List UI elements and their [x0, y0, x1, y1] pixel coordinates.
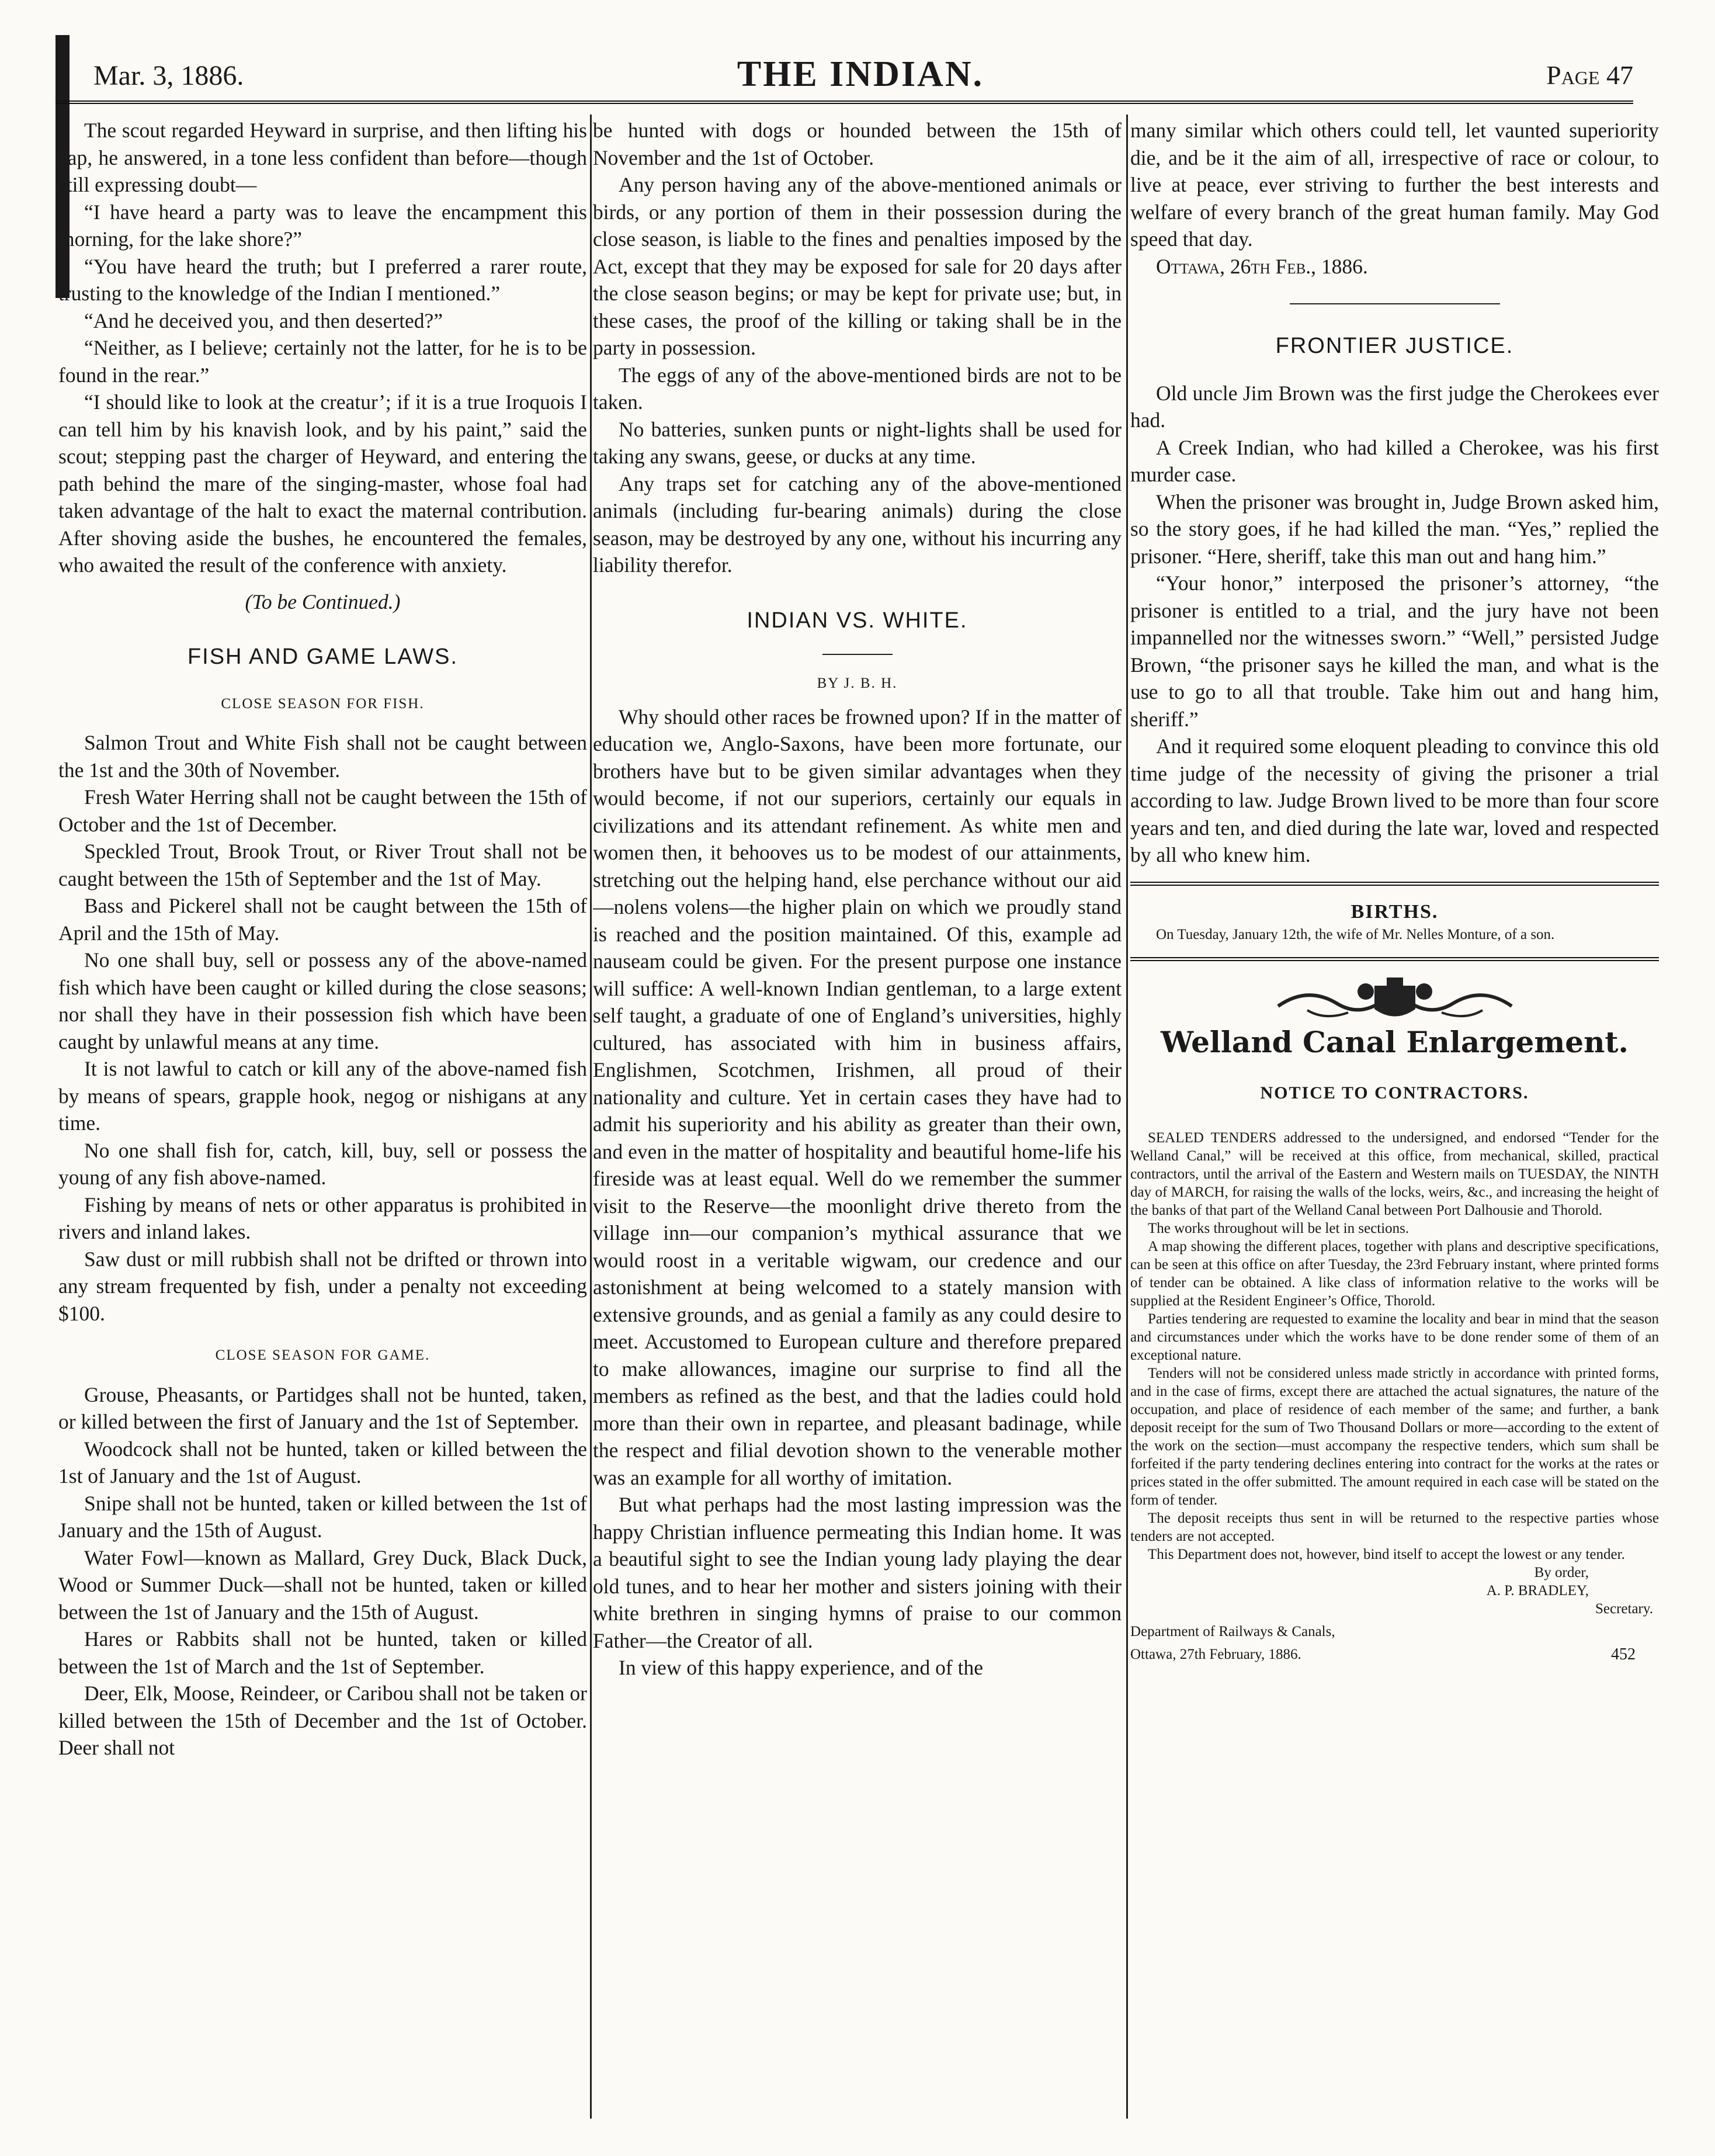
department-dateline — [1130, 1645, 1659, 1663]
newspaper-title: THE INDIAN. — [737, 54, 984, 94]
column-2 — [593, 117, 1122, 2115]
byline: BY J. B. H. — [817, 675, 898, 691]
by-order: By order, — [1534, 1565, 1589, 1580]
column-1 — [58, 117, 587, 2115]
issue-date: Mar. 3, 1886. — [93, 60, 244, 91]
advert-title: Welland Canal Enlargement. — [1161, 1025, 1629, 1059]
article-paragraph: When the prisoner was brought in, Judge Brown asked him, so the story goes, if he had killed the man. “Yes,” replied the prisoner. “Here, sheriff, take this man out and hang him.” — [1130, 490, 1659, 568]
notice-paragraph: SEALED TENDERS addressed to the undersigned, and endorsed “Tender for the Welland Canal,” will be received at this office, from mechanical, skilled, practical contractors, until the arrival of the Eastern and Western mails on TUESDAY, the NINTH day of MARCH, for raising the walls of the locks, weirs, &c., and increasing the height of the banks of that part of the Welland Canal between Port Dalhousie and Thorold. — [1130, 1130, 1659, 1218]
law-paragraph: Hares or Rabbits shall not be hunted, taken or killed between the 1st of March and the 1st of September. — [58, 1627, 587, 1678]
signatory-title: Secretary. — [1595, 1601, 1653, 1617]
serial-story — [58, 117, 587, 615]
story-paragraph: “I should like to look at the creatur’; if it is a true Iroquois I can tell him by his knavish look, and by his paint,” said the scout; stepping past the charger of Heyward, and entering the path behind the mare of the singing-master, whose foal had taken advantage of the halt to exact the maternal contribution. After shoving aside the bushes, he encountered the females, who awaited the result of the conference with anxiety. — [58, 390, 587, 577]
law-paragraph: Fresh Water Herring shall not be caught between the 15th of October and the 1st of December. — [58, 785, 587, 836]
law-paragraph: Speckled Trout, Brook Trout, or River Trout shall not be caught between the 15th of September and the 1st of May. — [58, 840, 587, 890]
law-paragraph: Bass and Pickerel shall not be caught between the 15th of April and the 15th of May. — [58, 894, 587, 945]
law-paragraph: Fishing by means of nets or other apparatus is prohibited in rivers and inland lakes. — [58, 1193, 587, 1243]
law-paragraph: No one shall fish for, catch, kill, buy, sell or possess the young of any fish above-named. — [58, 1138, 587, 1189]
notice-paragraph: The deposit receipts thus sent in will be returned to the respective parties whose tenders are not accepted. — [1130, 1510, 1659, 1544]
indian-vs-white-headline: INDIAN VS. WHITE. — [747, 608, 968, 633]
law-paragraph: No batteries, sunken punts or night-lights shall be used for taking any swans, geese, or ducks at any time. — [593, 417, 1122, 468]
fish-game-headline: FISH AND GAME LAWS. — [187, 644, 459, 669]
story-paragraph: “And he deceived you, and then deserted?” — [84, 309, 443, 332]
notice-heading: NOTICE TO CONTRACTORS. — [1260, 1083, 1529, 1103]
law-paragraph: Water Fowl—known as Mallard, Grey Duck, Black Duck, Wood or Summer Duck—shall not be hunted, taken or killed between the 1st of January and the 15th of August. — [58, 1545, 587, 1624]
law-paragraph: It is not lawful to catch or kill any of the above-named fish by means of spears, grapple hook, negog or nishigans at any time. — [58, 1057, 587, 1135]
article-paragraph: A Creek Indian, who had killed a Cherokee, was his first murder case. — [1130, 435, 1659, 486]
article-paragraph: “Your honor,” interposed the prisoner’s attorney, “the prisoner is entitled to a trial, and the jury have not been impannelled nor the witnesses sworn.” “Well,” persisted Judge Brown, “the prisoner says he killed the man, and what is the use to go to all that trouble. Take him out and hang him, sheriff.” — [1130, 571, 1659, 731]
game-season-subhead: CLOSE SEASON FOR GAME. — [215, 1347, 431, 1363]
article-paragraph: And it required some eloquent pleading to convince this old time judge of the necessity of giving the prisoner a trial according to law. Judge Brown lived to be more than four score years and ten, and died during the late war, loved and respected by all who knew him. — [1130, 734, 1659, 866]
notice-paragraph: A map showing the different places, together with plans and descriptive specifications, can be seen at this office on after Tuesday, the 23rd February instant, where printed forms of tender can be obtained. A like class of information relative to the works will be supplied at the Resident Engineer’s Office, Thorold. — [1130, 1239, 1659, 1309]
law-paragraph: The eggs of any of the above-mentioned birds are not to be taken. — [593, 363, 1122, 414]
column-divider — [1126, 115, 1128, 2119]
section-double-rule — [1130, 882, 1659, 886]
law-paragraph: be hunted with dogs or hounded between the 15th of November and the 1st of October. — [593, 119, 1122, 169]
notice-paragraph: Parties tendering are requested to examine the locality and bear in mind that the season and circumstances under which the works have to be done render some of them of an exceptional nature. — [1130, 1311, 1659, 1363]
notice-paragraph: The works throughout will be let in sections. — [1148, 1221, 1410, 1236]
headline-rule — [822, 654, 893, 655]
department: Department of Railways & Canals, — [1130, 1624, 1335, 1639]
column-3 — [1130, 117, 1659, 2115]
story-paragraph: “You have heard the truth; but I preferred a rarer route, trusting to the knowledge of the Indian I mentioned.” — [58, 254, 587, 305]
article-paragraph: Why should other races be frowned upon? If in the matter of education we, Anglo-Saxons, have been more fortunate, our brothers have but to be given similar advantages when they would become, if not our superiors, certainly our equals in civilizations and its attendant refinement. As white men and women then, it behooves us to be modest of our attainments, stretching out the helping hand, else perchance without our aid—nolens volens—the higher plain on which we proudly stand is reached and the position maintained. Of this, example ad nauseam could be given. For the present purpose one instance will suffice: A well-known Indian gentleman, to a large extent self taught, a graduate of one of England’s universities, highly cultured, has associated with him in business affairs, Englishmen, Scotchmen, Irishmen, all proud of their nationality and culture. Yet in certain cases they have had to admit his superiority and his ability as greater than their own, and even in the matter of hospitality and beautiful home-life his fireside was at least equal. Well do we remember the summer visit to the Reserve—the moonlight drive thereto from the village inn—our companion’s mythical assurance that we would roost in a veritable wigwam, our credence and our astonishment at being welcomed to a stately mansion with extensive grounds, and as genial a family as any could desire to meet. Accustomed to European culture and therefore prepared to make allowances, imagine our surprise to find all the members as refined as the best, and that the ladies could hold more than their own in repartee, and pleasant badinage, while the respect and filial devotion shown to the venerable mother was an example for all worthy of imitation. — [593, 705, 1122, 1489]
page-number: Page 47 — [1546, 60, 1633, 90]
department-date: Ottawa, 27th February, 1886. — [1130, 1647, 1301, 1662]
advert-number: 452 — [1611, 1645, 1636, 1663]
story-paragraph: The scout regarded Heyward in surprise, and then lifting his cap, he answered, in a tone less confident than before—though still expressing doubt— — [58, 119, 587, 196]
births-heading: BIRTHS. — [1351, 900, 1439, 923]
law-paragraph: Woodcock shall not be hunted, taken or killed between the 1st of January and the 1st of August. — [58, 1437, 587, 1488]
to-be-continued: (To be Continued.) — [245, 590, 401, 613]
births-notice: On Tuesday, January 12th, the wife of Mr. Nelles Monture, of a son. — [1156, 927, 1555, 942]
law-paragraph: Deer, Elk, Moose, Reindeer, or Caribou shall not be taken or killed between the 15th of December and the 1st of October. Deer shall not — [58, 1682, 587, 1759]
fish-season-subhead: CLOSE SEASON FOR FISH. — [221, 695, 425, 712]
article-paragraph: many similar which others could tell, let vaunted superiority die, and be it the aim of all, irrespective of race or colour, to live at peace, ever striving to further the best interests and welfare of every branch of the great human family. May God speed that day. — [1130, 119, 1659, 251]
law-paragraph: Any traps set for catching any of the above-mentioned animals (including fur-bearing animals) during the close season, may be destroyed by any one, without his incurring any liability therefor. — [593, 472, 1122, 577]
story-paragraph: “Neither, as I believe; certainly not the latter, for he is to be found in the rear.” — [58, 336, 587, 387]
section-double-rule — [1130, 957, 1659, 961]
frontier-justice-headline: FRONTIER JUSTICE. — [1275, 334, 1514, 358]
law-paragraph: Snipe shall not be hunted, taken or killed between the 1st of January and the 15th of August. — [58, 1491, 587, 1542]
signatory: A. P. BRADLEY, — [1486, 1583, 1589, 1599]
coat-of-arms-ornament-icon — [1272, 974, 1518, 1027]
article-paragraph: In view of this happy experience, and of the — [619, 1656, 983, 1679]
law-paragraph: Saw dust or mill rubbish shall not be drifted or thrown into any stream frequented by fish, under a penalty not exceeding $100. — [58, 1247, 587, 1325]
law-paragraph: Any person having any of the above-mentioned animals or birds, or any portion of them in their possession during the close season, is liable to the fines and penalties imposed by the Act, except that they may be exposed for sale for 20 days after the close season begins; or may be kept for private use; but, in these cases, the proof of the killing or taking shall be in the party in possession. — [593, 173, 1122, 359]
section-rule — [1290, 303, 1500, 304]
dateline: Ottawa, 26th Feb., 1886. — [1156, 254, 1368, 278]
notice-paragraph: Tenders will not be considered unless made strictly in accordance with printed forms, and in the case of firms, except there are attached the actual signatures, the nature of the occupation, and place of residence of each member of the same; and further, a bank deposit receipt for the sum of Two Thousand Dollars or more—according to the extent of the work on the section—must accompany the respective tenders, which sum shall be forfeited if the party tendering declines entering into contract for the works at the rates or prices stated in the offer submitted. The amount required in each case will be stated on the form of tender. — [1130, 1365, 1659, 1508]
masthead-rule — [55, 100, 1633, 104]
tender-notice — [1130, 1129, 1659, 1663]
law-paragraph: No one shall buy, sell or possess any of the above-named fish which have been caught or killed during the close seasons; nor shall they have in their possession fish which have been caught by unlawful means at any time. — [58, 948, 587, 1053]
law-paragraph: Grouse, Pheasants, or Partidges shall not be hunted, taken, or killed between the first of January and the 1st of September. — [58, 1382, 587, 1433]
law-paragraph: Salmon Trout and White Fish shall not be caught between the 1st and the 30th of November. — [58, 731, 587, 782]
masthead — [88, 54, 1633, 100]
article-paragraph: Old uncle Jim Brown was the first judge the Cherokees ever had. — [1130, 381, 1659, 432]
column-divider — [590, 115, 592, 2119]
article-paragraph: But what perhaps had the most lasting impression was the happy Christian influence permeating this Indian home. It was a beautiful sight to see the Indian young lady playing the dear old tunes, and to hear her mother and sisters joining with their white brethren in singing hymns of praise to our common Father—the Creator of all. — [593, 1493, 1122, 1652]
story-paragraph: “I have heard a party was to leave the encampment this morning, for the lake shore?” — [58, 200, 587, 251]
notice-paragraph: This Department does not, however, bind itself to accept the lowest or any tender. — [1148, 1547, 1625, 1562]
